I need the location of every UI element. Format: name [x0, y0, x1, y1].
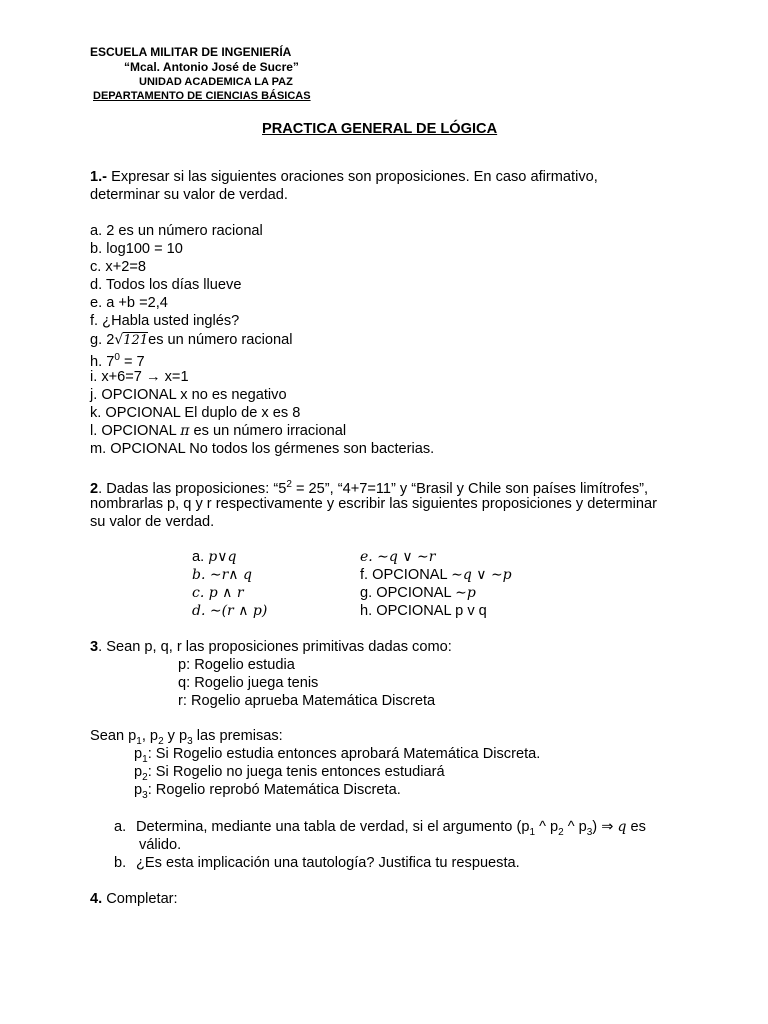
- primitive-p: p: Rogelio estudia: [178, 657, 295, 673]
- question-4-number: 4.: [90, 891, 103, 907]
- primitive-q: q: Rogelio juega tenis: [178, 675, 319, 691]
- list-item: l. OPCIONAL π es un número irracional: [90, 423, 347, 439]
- primitive-r: r: Rogelio aprueba Matemática Discreta: [178, 693, 436, 709]
- subquestion-a-line-2: válido.: [139, 837, 182, 853]
- list-item: a. 2 es un número racional: [90, 223, 263, 239]
- radicand: 121: [123, 333, 149, 348]
- list-item: h. OPCIONAL p v q: [360, 603, 487, 619]
- page-title: PRACTICA GENERAL DE LÓGICA: [262, 121, 498, 137]
- list-item: i. x+6=7 → x=1: [90, 369, 189, 385]
- list-item: e. a +b =2,4: [90, 295, 168, 311]
- list-item: c. x+2=8: [90, 259, 146, 275]
- academic-unit: UNIDAD ACADEMICA LA PAZ: [139, 76, 293, 88]
- list-item: d. ∼(r ∧ p): [192, 603, 268, 619]
- list-item: b. ∼r∧ q: [192, 567, 252, 583]
- department: DEPARTAMENTO DE CIENCIAS BÁSICAS: [93, 90, 311, 102]
- premise-3: $p_3$: Rogelio reprobó Matemática Discreta.: [134, 782, 401, 801]
- list-item: j. OPCIONAL x no es negativo: [90, 387, 287, 403]
- school-subtitle: “Mcal. Antonio José de Sucre”: [124, 60, 299, 74]
- list-item: h. $7^0 = 7$: [90, 352, 145, 370]
- question-1-number: 1.-: [90, 169, 108, 185]
- question-1-line-2: determinar su valor de verdad.: [90, 187, 288, 203]
- question-2-line-2: nombrarlas p, q y r respectivamente y escribir las siguientes proposiciones y determinar: [90, 496, 657, 512]
- premise-2: $p_2$: Si Rogelio no juega tenis entonces estudiará: [134, 764, 445, 783]
- subquestion-a-line-1: Determina, mediante una tabla de verdad, si el argumento ($p_1$ ^ $p_2$ ^ $p_3$) ⇒ q es: [136, 819, 646, 838]
- square-root-sign: √: [114, 332, 124, 348]
- school-name: ESCUELA MILITAR DE INGENIERÍA: [90, 45, 292, 59]
- list-item: f. OPCIONAL ∼q ∨ ∼p: [360, 567, 512, 583]
- question-1-line-1: 1.- Expresar si las siguientes oraciones son proposiciones. En caso afirmativo,: [90, 169, 598, 185]
- list-item: e. ∼q ∨ ∼r: [360, 549, 436, 565]
- list-item: f. ¿Habla usted inglés?: [90, 313, 240, 329]
- question-3-number: 3: [90, 639, 99, 655]
- subquestion-a-label: a.: [114, 819, 127, 835]
- list-item: c. p ∧ r: [192, 585, 244, 601]
- premise-1: $p_1$: Si Rogelio estudia entonces aprobará Matemática Discreta.: [134, 746, 541, 765]
- premises-intro: Sean $p_1$, $p_2$ y $p_3$ las premisas:: [90, 728, 283, 747]
- list-item: d. Todos los días llueve: [90, 277, 242, 293]
- question-2-line-1: 2. Dadas las proposiciones: “$5^2 = 25$”, “4+7=11” y “Brasil y Chile son países limítrofes”,: [90, 479, 649, 497]
- list-item: a. p∨q: [192, 549, 237, 565]
- question-4: 4. Completar:: [90, 891, 178, 907]
- list-item: k. OPCIONAL El duplo de x es 8: [90, 405, 301, 421]
- list-item: m. OPCIONAL No todos los gérmenes son bacterias.: [90, 441, 435, 457]
- list-item: g. OPCIONAL ∼p: [360, 585, 476, 601]
- subquestion-b-text: ¿Es esta implicación una tautología? Justifica tu respuesta.: [136, 855, 520, 871]
- question-2-number: 2: [90, 480, 99, 497]
- question-3-line-1: 3. Sean p, q, r las proposiciones primitivas dadas como:: [90, 639, 452, 655]
- list-item: g. 2√121es un número racional: [90, 332, 293, 348]
- question-2-line-3: su valor de verdad.: [90, 514, 215, 530]
- subquestion-b-label: b.: [114, 855, 127, 871]
- list-item: b. log100 = 10: [90, 241, 183, 257]
